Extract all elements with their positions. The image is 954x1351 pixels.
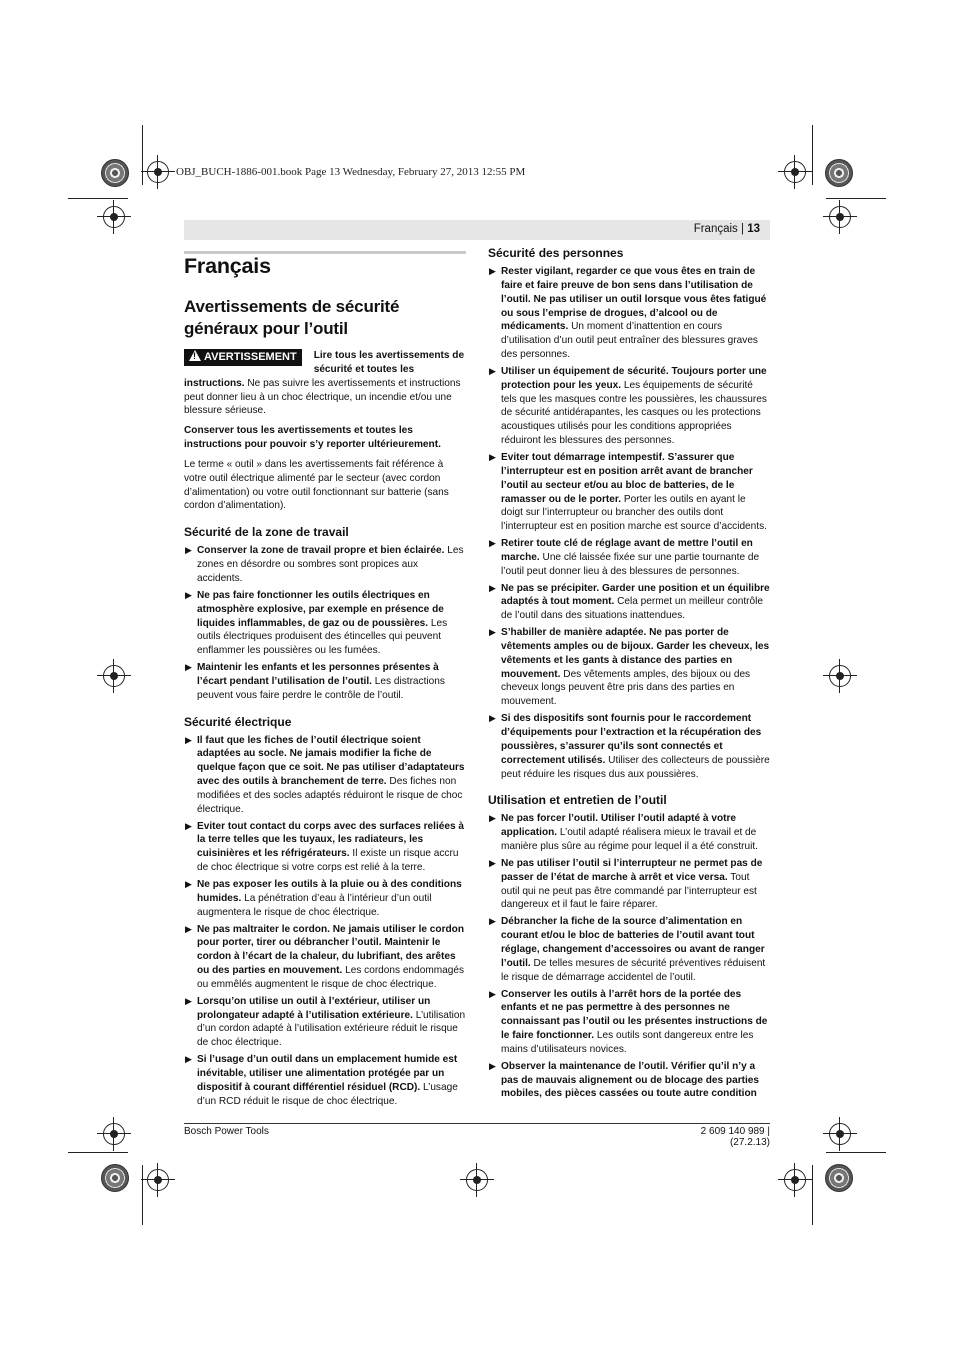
registration-target-icon xyxy=(829,206,851,228)
safety-list xyxy=(184,734,466,1109)
right-column xyxy=(488,246,770,1104)
safety-list xyxy=(488,265,770,781)
registration-target-icon xyxy=(147,161,169,183)
subsection-heading: Sécurité de la zone de travail xyxy=(184,525,349,540)
safety-item xyxy=(488,537,770,579)
bullet-arrow-icon: ▶ xyxy=(489,365,496,376)
safety-item xyxy=(184,661,466,703)
safety-item-bold: Ne pas utiliser l’outil si l’interrupteur ne permet pas de passer de l’état de marche à arrêt et vice versa. xyxy=(501,857,763,883)
bullet-arrow-icon: ▶ xyxy=(185,662,192,673)
safety-item xyxy=(184,878,466,920)
safety-item-text: Les distractions peuvent vous faire perdre le contrôle de l’outil. xyxy=(197,675,445,701)
safety-item-text: Tout outil qui ne peut pas être commandé par l’interrupteur est dangereux et il faut le faire réparer. xyxy=(501,871,757,911)
safety-item xyxy=(488,265,770,362)
safety-item xyxy=(488,1060,770,1102)
safety-item-bold: Conserver la zone de travail propre et bien éclairée. xyxy=(197,545,445,557)
bullet-arrow-icon: ▶ xyxy=(185,879,192,889)
safety-item xyxy=(184,1053,466,1108)
safety-item-text: Il existe un risque accru de choc électrique si votre corps est relié à la terre. xyxy=(197,848,459,874)
registration-target-icon xyxy=(103,1123,125,1145)
bullet-arrow-icon: ▶ xyxy=(489,582,496,593)
safety-item-bold: Ne pas faire fonctionner les outils électriques en atmosphère explosive, par exemple en présence de liquides inflammables, de gaz ou de poussières. xyxy=(197,589,444,629)
safety-item-text: Les cordons endommagés ou emmêlés augmentent le risque de choc électrique. xyxy=(197,965,465,990)
bullet-arrow-icon: ▶ xyxy=(489,857,496,868)
safety-item xyxy=(488,626,770,709)
safety-list xyxy=(184,544,466,702)
bullet-arrow-icon: ▶ xyxy=(185,589,192,600)
safety-item-text: Porter les outils en ayant le doigt sur l’interrupteur ou brancher des outils dont l’interrupteur est en position marche est source d’accidents. xyxy=(501,493,767,533)
crop-mark xyxy=(812,125,813,185)
safety-item-bold: Conserver les outils à l’arrêt hors de la portée des enfants et ne pas permettre à des personnes ne connaissant pas l’outil ou les présentes instructions de le faire fonctionner. xyxy=(501,988,768,1042)
safety-item xyxy=(488,451,770,534)
safety-item-text: Cela permet un meilleur contrôle de l’outil dans des situations inattendues. xyxy=(501,596,763,622)
safety-item xyxy=(488,915,770,984)
bullet-arrow-icon: ▶ xyxy=(185,545,192,556)
warning-bold-text: Lire tous les avertissements de sécurité et toutes les instructions. xyxy=(184,350,465,389)
safety-item-text: Les zones en désordre ou sombres sont propices aux accidents. xyxy=(197,545,464,584)
safety-item-bold: Eviter tout contact du corps avec des surfaces reliées à la terre telles que les tuyaux, les radiateurs, les cuisinières et les réfrigérateurs. xyxy=(197,820,465,860)
registration-dial-icon xyxy=(101,1164,129,1192)
page-number: 13 xyxy=(747,223,760,235)
left-sections xyxy=(184,525,466,1108)
crop-mark xyxy=(826,198,886,199)
registration-target-icon xyxy=(784,1169,806,1191)
safety-item-text: La pénétration d’eau à l’intérieur d’un outil augmentera le risque de choc électrique. xyxy=(197,892,432,918)
registration-dial-icon xyxy=(825,1164,853,1192)
crop-mark xyxy=(68,198,128,199)
left-column xyxy=(184,246,466,1112)
safety-item xyxy=(488,582,770,624)
footer-rule xyxy=(184,1123,770,1124)
safety-item-bold: Ne pas forcer l’outil. Utiliser l’outil adapté à votre application. xyxy=(501,813,737,839)
safety-item-bold: Débrancher la fiche de la source d’alimentation en courant et/ou le bloc de batteries de l’outil avant tout réglage, changement d’accessoires ou avant de ranger l’outil. xyxy=(501,916,765,969)
safety-item-bold: Ne pas se précipiter. Garder une position et un équilibre adaptés à tout moment. xyxy=(501,582,770,608)
bullet-arrow-icon: ▶ xyxy=(489,1060,496,1071)
bullet-arrow-icon: ▶ xyxy=(489,813,496,824)
safety-item-text: Utiliser des collecteurs de poussière peut réduire les risques dus aux poussières. xyxy=(501,754,770,780)
section-title: Avertissements de sécurité généraux pour l’outil xyxy=(184,297,400,338)
print-header: OBJ_BUCH-1886-001.book Page 13 Wednesday, February 27, 2013 12:55 PM xyxy=(176,166,526,178)
subsection-heading: Sécurité électrique xyxy=(184,714,292,729)
header-language: Français xyxy=(693,223,738,235)
registration-target-icon xyxy=(784,161,806,183)
footer-brand: Bosch Power Tools xyxy=(184,1126,269,1137)
page-title: Français xyxy=(184,254,271,278)
right-sections xyxy=(488,246,770,1101)
bullet-arrow-icon: ▶ xyxy=(489,451,496,462)
safety-item-bold: Observer la maintenance de l’outil. Vérifier qu’il n’y a pas de mauvais alignement ou de blocage des parties mobiles, des pièces cassées ou toute autre condition xyxy=(501,1060,760,1100)
safety-item xyxy=(488,857,770,912)
safety-item-bold: Il faut que les fiches de l’outil électrique soient adaptées au socle. Ne jamais modifier la fiche de quelque façon que ce soit. Ne pas utiliser d’adaptateurs avec des outils à branchement de terre. xyxy=(197,734,465,788)
safety-item xyxy=(184,734,466,817)
warning-block xyxy=(184,349,466,418)
safety-item xyxy=(184,544,466,586)
safety-item xyxy=(184,995,466,1050)
safety-item-text: De telles mesures de sécurité préventives réduisent le risque de démarrage accidentel de l’outil. xyxy=(501,957,766,983)
safety-item-bold: S’habiller de manière adaptée. Ne pas porter de vêtements amples ou de bijoux. Garder les cheveux, les vêtements et les gants à distance des parties en mouvement. xyxy=(501,627,770,680)
safety-item-text: L’usage d’un RCD réduit le risque de choc électrique. xyxy=(197,1081,458,1107)
safety-item-bold: Si l’usage d’un outil dans un emplacement humide est inévitable, utiliser une alimentation protégée par un dispositif à courant différentiel résiduel (RCD). xyxy=(197,1054,458,1093)
safety-item-text: Les outils sont dangereux entre les mains d’utilisateurs novices. xyxy=(501,1030,754,1055)
crop-mark xyxy=(68,1152,128,1153)
registration-target-icon xyxy=(466,1169,488,1191)
safety-item xyxy=(488,365,770,448)
crop-mark xyxy=(826,1152,886,1153)
safety-item xyxy=(184,820,466,875)
warning-badge xyxy=(184,349,302,366)
safety-item xyxy=(488,988,770,1057)
bullet-arrow-icon: ▶ xyxy=(185,734,192,745)
bullet-arrow-icon: ▶ xyxy=(489,627,496,638)
safety-list xyxy=(488,812,770,1101)
term-paragraph: Le terme « outil » dans les avertissements fait référence à votre outil électrique alimenté par le secteur (avec cordon d’alimentation) ou votre outil fonctionnant sur batterie (sans cordon d’alimentation). xyxy=(184,458,449,512)
safety-item-bold: Si des dispositifs sont fournis pour le raccordement d’équipements pour l’extraction et la récupération des poussières, s’assurer qu’ils sont connectés et correctement utilisés. xyxy=(501,713,762,766)
subsection-heading: Sécurité des personnes xyxy=(488,246,624,260)
running-header xyxy=(184,220,770,240)
keep-instructions-paragraph: Conserver tous les avertissements et toutes les instructions pour pouvoir s’y reporter ultérieurement. xyxy=(184,425,441,451)
safety-item-text: Un moment d’inattention en cours d’utilisation d’un outil peut entraîner des blessures graves des personnes. xyxy=(501,321,758,361)
subsection-heading: Utilisation et entretien de l’outil xyxy=(488,793,667,808)
registration-target-icon xyxy=(829,1123,851,1145)
registration-dial-icon xyxy=(101,159,129,187)
warning-text: Ne pas suivre les avertissements et instructions peut donner lieu à un choc électrique, un incendie et/ou une blessure sérieuse. xyxy=(184,377,461,417)
safety-item-bold: Ne pas exposer les outils à la pluie ou à des conditions humides. xyxy=(197,879,462,904)
bullet-arrow-icon: ▶ xyxy=(489,713,496,724)
bullet-arrow-icon: ▶ xyxy=(185,1054,192,1065)
safety-item-text: Une clé laissée fixée sur une partie tournante de l’outil peut donner lieu à des blessures de personnes. xyxy=(501,551,760,577)
registration-target-icon xyxy=(103,206,125,228)
safety-item-text: L’outil adapté réalisera mieux le travail et de manière plus sûre au régime pour lequel il a été construit. xyxy=(501,827,758,853)
bullet-arrow-icon: ▶ xyxy=(185,923,192,934)
bullet-arrow-icon: ▶ xyxy=(185,995,192,1006)
safety-item-text: L’utilisation d’un cordon adapté à l’utilisation extérieure réduit le risque de choc électrique. xyxy=(197,1009,466,1049)
registration-target-icon xyxy=(147,1169,169,1191)
footer-doc-number: 2 609 140 989 | (27.2.13) xyxy=(700,1126,770,1148)
crop-mark xyxy=(142,1165,143,1225)
safety-item-bold: Utiliser un équipement de sécurité. Toujours porter une protection pour les yeux. xyxy=(501,365,767,391)
registration-target-icon xyxy=(829,665,851,687)
header-separator: | xyxy=(737,223,748,235)
crop-mark xyxy=(142,125,143,185)
safety-item-bold: Retirer toute clé de réglage avant de mettre l’outil en marche. xyxy=(501,538,753,563)
crop-mark xyxy=(812,1165,813,1225)
safety-item-bold: Eviter tout démarrage intempestif. S’assurer que l’interrupteur est en position arrêt avant de brancher l’outil au secteur et/ou au bloc de batteries, de le ramasser ou de le porter. xyxy=(501,451,753,505)
registration-dial-icon xyxy=(825,159,853,187)
safety-item-text: Les outils électriques produisent des étincelles qui peuvent enflammer les poussières ou les fumées. xyxy=(197,617,448,657)
safety-item xyxy=(488,812,770,854)
bullet-arrow-icon: ▶ xyxy=(185,820,192,831)
safety-item-text: Des vêtements amples, des bijoux ou des cheveux longs peuvent être pris dans des parties en mouvement. xyxy=(501,668,751,708)
warning-icon xyxy=(189,350,201,361)
safety-item xyxy=(488,712,770,781)
safety-item-bold: Lorsqu’on utilise un outil à l’extérieur, utiliser un prolongateur adapté à l’utilisation extérieure. xyxy=(197,995,431,1021)
safety-item-text: Des fiches non modifiées et des socles adaptés réduiront le risque de choc électrique. xyxy=(197,776,463,815)
bullet-arrow-icon: ▶ xyxy=(489,538,496,549)
bullet-arrow-icon: ▶ xyxy=(489,266,496,276)
bullet-arrow-icon: ▶ xyxy=(489,916,496,927)
safety-item-bold: Rester vigilant, regarder ce que vous êtes en train de faire et faire preuve de bon sens dans l’utilisation de l’outil. Ne pas utiliser un outil lorsque vous êtes fatigué ou sous l’emprise de drogues, d’alcool ou de médicaments. xyxy=(501,266,767,333)
safety-item-bold: Ne pas maltraiter le cordon. Ne jamais utiliser le cordon pour porter, tirer ou débrancher l’outil. Maintenir le cordon à l’écart de la chaleur, du lubrifiant, des arêtes ou des parties en mouvement. xyxy=(197,923,465,977)
bullet-arrow-icon: ▶ xyxy=(489,988,496,999)
safety-item xyxy=(184,923,466,992)
safety-item-bold: Maintenir les enfants et les personnes présentes à l’écart pendant l’utilisation de l’outil. xyxy=(197,662,439,687)
registration-target-icon xyxy=(103,665,125,687)
safety-item xyxy=(184,589,466,658)
warning-badge-label: AVERTISSEMENT xyxy=(204,351,297,363)
safety-item-text: Les équipements de sécurité tels que les masques contre les poussières, les chaussures de sécurité antidérapantes, les casques ou les protections acoustiques utilisés pour les conditions appropriées réduiront les blessures des personnes. xyxy=(501,379,767,447)
